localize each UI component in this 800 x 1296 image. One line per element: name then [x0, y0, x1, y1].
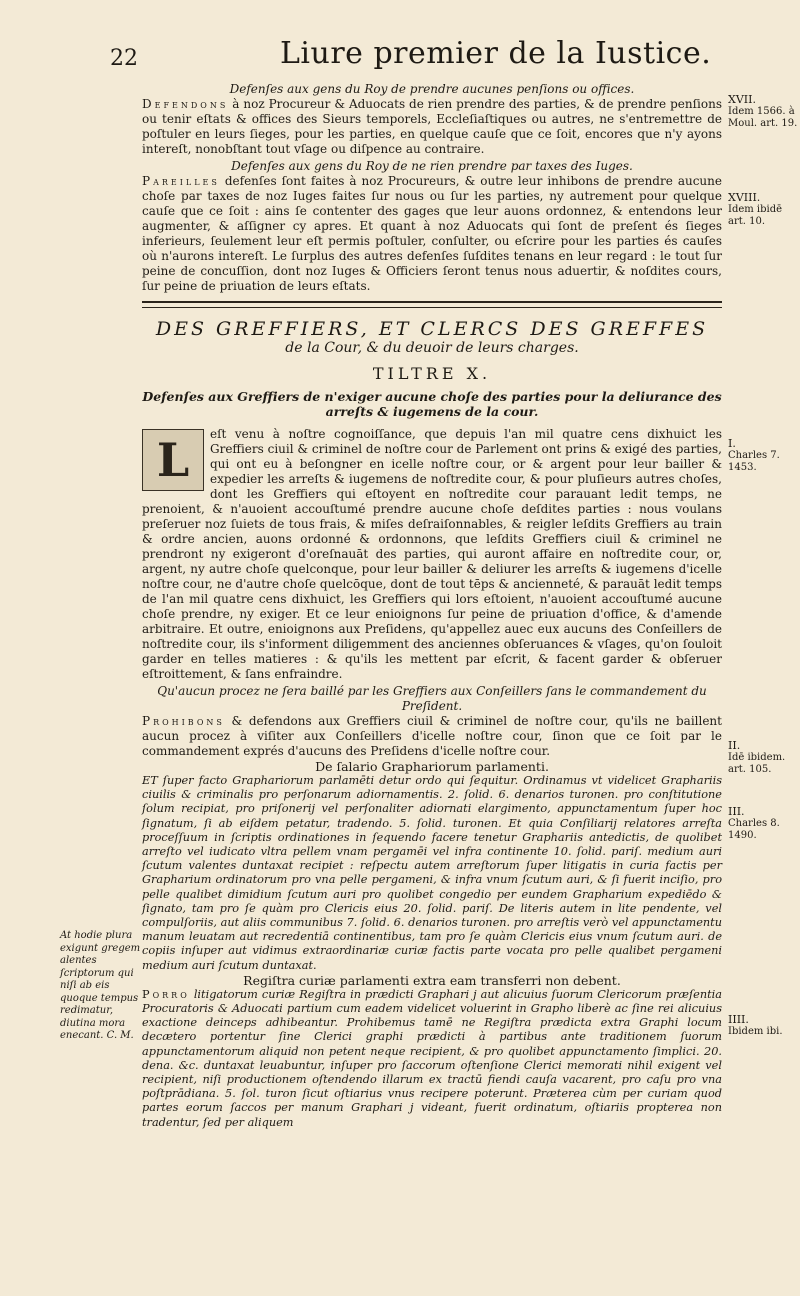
section-divider — [142, 301, 722, 303]
section-title: DES GREFFIERS, ET CLERCS DES GREFFES — [155, 318, 709, 340]
heading-defenses-taxes: Defenſes aux gens du Roy de ne rien prendre par taxes des Iuges. — [231, 159, 633, 173]
page-header — [0, 36, 800, 76]
left-margin-note: At hodie plura exigunt gregem alentes ſcriptorum qui niſi ab eis quoque tempus redimatur, diutina mora enecant. C. M. — [60, 930, 141, 1041]
decorated-initial: L — [142, 429, 204, 491]
margin-ref-title10-1: I. Charles 7. 1453. — [728, 437, 780, 473]
heading-procez-conseillers: Qu'aucun procez ne ſera baillé par les Greffiers aux Conſeillers ſans le commandement du Preſident. — [157, 684, 707, 713]
article-greffiers-3: ET ſuper facto Graphariorum parlamēti detur ordo qui ſequitur. Ordinamus vt videlicet Graphariis ciuilis & criminalis pro perſonarum adiornamentis. 2. ſolid. 6. denarios turonen. pro conſtitutione ſolum recipiat, pro priſonerij vel perſonaliter adiornati elargimento, appunctamentum ſuper hoc ſignatum, ſi ab eiſdem petatur, tradendo. 5. ſolid. turonen. Et quia Conſiliarij relatores arreſta proceſſuum in ſcriptis ordinationes in ſequendo facere tenetur Graphariis antedictis, de quolibet arreſto vel iudicato vltra pellem vnam pergamēi vel infra continente 10. ſolid. pariſ. medium auri ſcutum valentes duntaxat recipiet : reſpectu autem arreſtorum ſuper litigatis in curia factis per Grapharium ordinatorum pro vna pelle pergameni, & infra vnum ſcutum auri, & ſi fuerit inciſio, pro pelle qualibet dimidium ſcutum auri pro quolibet congedio per eundem Grapharium expediēdo & ſignato, tam pro ſe quàm pro Clericis eius 20. ſolid. pariſ. De literis autem in lite pendente, vel compulſoriis, aut aliis communibus 7. ſolid. 6. denarios turonen. pro arreſtis verò vel appunctamentu manum leuatam aut recredentiā continentibus, tam pro ſe quàm Clericis eius vnum ſcutum auri. de copiis inſuper aut vidimus extraordinariæ curiæ factis parte vocata pro pelle qualibet pergameni medium auri ſcutum duntaxat. — [142, 774, 722, 972]
page-number: 22 — [110, 46, 138, 71]
tiltre-heading: TILTRE X. — [372, 364, 492, 383]
section-subtitle: de la Cour, & du deuoir de leurs charges. — [285, 340, 579, 356]
margin-ref-17: XVII. Idem 1566. à Moul. art. 19. — [728, 93, 798, 129]
article-greffiers-2: Prohibons & defendons aux Greffiers ciuil & criminel de noſtre cour, qu'ils ne baillent aucun procez à viſiter aux Conſeillers d'icelle noſtre cour, ſinon que ce ſoit par le commandement exprés d'aucuns des Preſidens d'icelle noſtre cour. — [142, 714, 722, 758]
running-title: Liure premier de la Iustice. — [280, 36, 712, 71]
article-greffiers-4: Porro litigatorum curiæ Regiſtra in prædicti Graphari j aut alicuius ſuorum Clericorum præſentia Procuratoris & Aduocati partium cum eadem videlicet voluerint in Grapho liberè ac ſine rei alicuius exactione deinceps adhibeantur. Prohibemus tamē ne Regiſtra prædicta extra Graphi locum decætero portentur ſine Clerici graphi prædicti à partibus ante traditionem ſuorum appunctamentorum aliquid non petent neque recipient, & pro quolibet appunctamento ſimplici. 20. dena. &c. duntaxat leuabuntur, inſuper pro ſaccorum oſtenſione Clerici memorati nihil exigent vel recipient, niſi productionem oſtendendo illarum ex tractū fiendi cauſa vacarent, pro caſu pro vna poſtprādiana. 5. ſol. turon ſicut oſtiarius vnus recipere poterunt. Præterea cùm per curiam quod partes eorum ſaccos per manum Graphari j videant, fuerit ordinatum, oſtiariis propterea non tradentur, ſed per aliquem — [142, 987, 723, 1129]
margin-ref-title10-3: III. Charles 8. 1490. — [728, 805, 780, 841]
margin-ref-title10-4: IIII. Ibidem ibi. — [728, 1013, 783, 1037]
heading-registra: Regiſtra curiæ parlamenti extra eam transferri non debent. — [243, 972, 621, 988]
heading-greffiers-arrests: Defenſes aux Greffiers de n'exiger aucune choſe des parties pour la deliurance des arreſts & iugemens de la cour. — [142, 389, 722, 419]
heading-de-salario: De ſalario Graphariorum parlamenti. — [315, 759, 549, 774]
article-18: Pareilles defenſes ſont faites à noz Procureurs, & outre leur inhibons de prendre aucune choſe par taxes de noz Iuges faites ſur nous ou ſur les parties, ny autrement pour quelque cauſe que ce ſoit : ains ſe contenter des gages que leur auons ordonnez, & entendons leur augmenter, & aſſigner cy apres. Et quant à noz Aduocats qui ſont de preſent és ſieges inferieurs, ſeulement leur eſt permis poſtuler, conſulter, ou eſcrire pour les parties és cauſes où n'aurons intereſt. Le ſurplus des autres defenſes ſuſdites tenans en leur regard : le tout ſur peine de concuſſion, dont noz Iuges & Officiers ſeront tenus nous aduertir, & noſdites cours, ſur peine de priuation de leurs eſtats. — [142, 174, 722, 293]
right-margin-notes — [728, 0, 798, 1296]
article-greffiers-1: L eſt venu à noſtre cognoiſſance, que depuis l'an mil quatre cens dixhuict les Greffiers ciuil & criminel de noſtre cour de Parlement ont prins & exigé des parties, qui ont eu à beſongner en icelle noſtre cour, or & argent pour leur bailler & expedier les arreſts & iugemens de noſtredite cour, & pour pluſieurs autres choſes, dont les Greffiers qui eſtoyent en noſtredite cour parauant ledit temps, ne prenoient, & n'auoient accouſtumé prendre aucune choſe deſdites parties : nous voulans preſeruer noz ſuiets de tous frais, & miſes deſraiſonnables, & reigler leſdits Greffiers au train & ordre ancien, auons ordonné & ordonnons, que leſdits Greffiers ciuil & criminel ne prendront ny exigeront d'oreſnauāt des parties, qui auront affaire en noſtredite cour, or, argent, ny autre choſe quelconque, pour leur bailler & deliurer les arreſts & iugemens d'icelle noſtre cour, ne d'autre choſe quelcōque, dont de tout tēps & ancienneté, & parauāt ledit temps de l'an mil quatre cens dixhuict, les Greffiers qui lors eſtoient, n'auoient accouſtumé aucune choſe prendre, ny exiger. Et ce leur enioignons ſur peine de priuation d'office, & d'amende arbitraire. Et outre, enioignons aux Preſidens, qu'appellez auec eux aucuns des Conſeillers de noſtredite cour, ils s'informent diligemment des anciennes obſeruances & vſages, qu'on ſouloit garder en telles matieres : & qu'ils les mettent par eſcrit, & facent garder & obſeruer eſtroittement, & ſans enfraindre. — [142, 427, 722, 681]
section-divider-thin — [142, 307, 722, 308]
article-17: Defendons à noz Procureur & Aduocats de rien prendre des parties, & de prendre penſions ou tenir eſtats & offices des Sieurs temporels, Eccleſiaſtiques ou autres, ne s'entremettre de poſtuler en leurs ſieges, pour les parties, en quelque cauſe que ce ſoit, encores que n'y ayons intereſt, nonobſtant tout vſage ou diſpence au contraire. — [142, 97, 722, 156]
heading-defenses-gens-du-roy: Defenſes aux gens du Roy de prendre aucunes penſions ou offices. — [229, 82, 635, 96]
main-text — [142, 82, 722, 1130]
margin-ref-18: XVIII. Idem ibidē art. 10. — [728, 191, 783, 227]
margin-ref-title10-2: II. Idē ibidem. art. 105. — [728, 739, 786, 775]
